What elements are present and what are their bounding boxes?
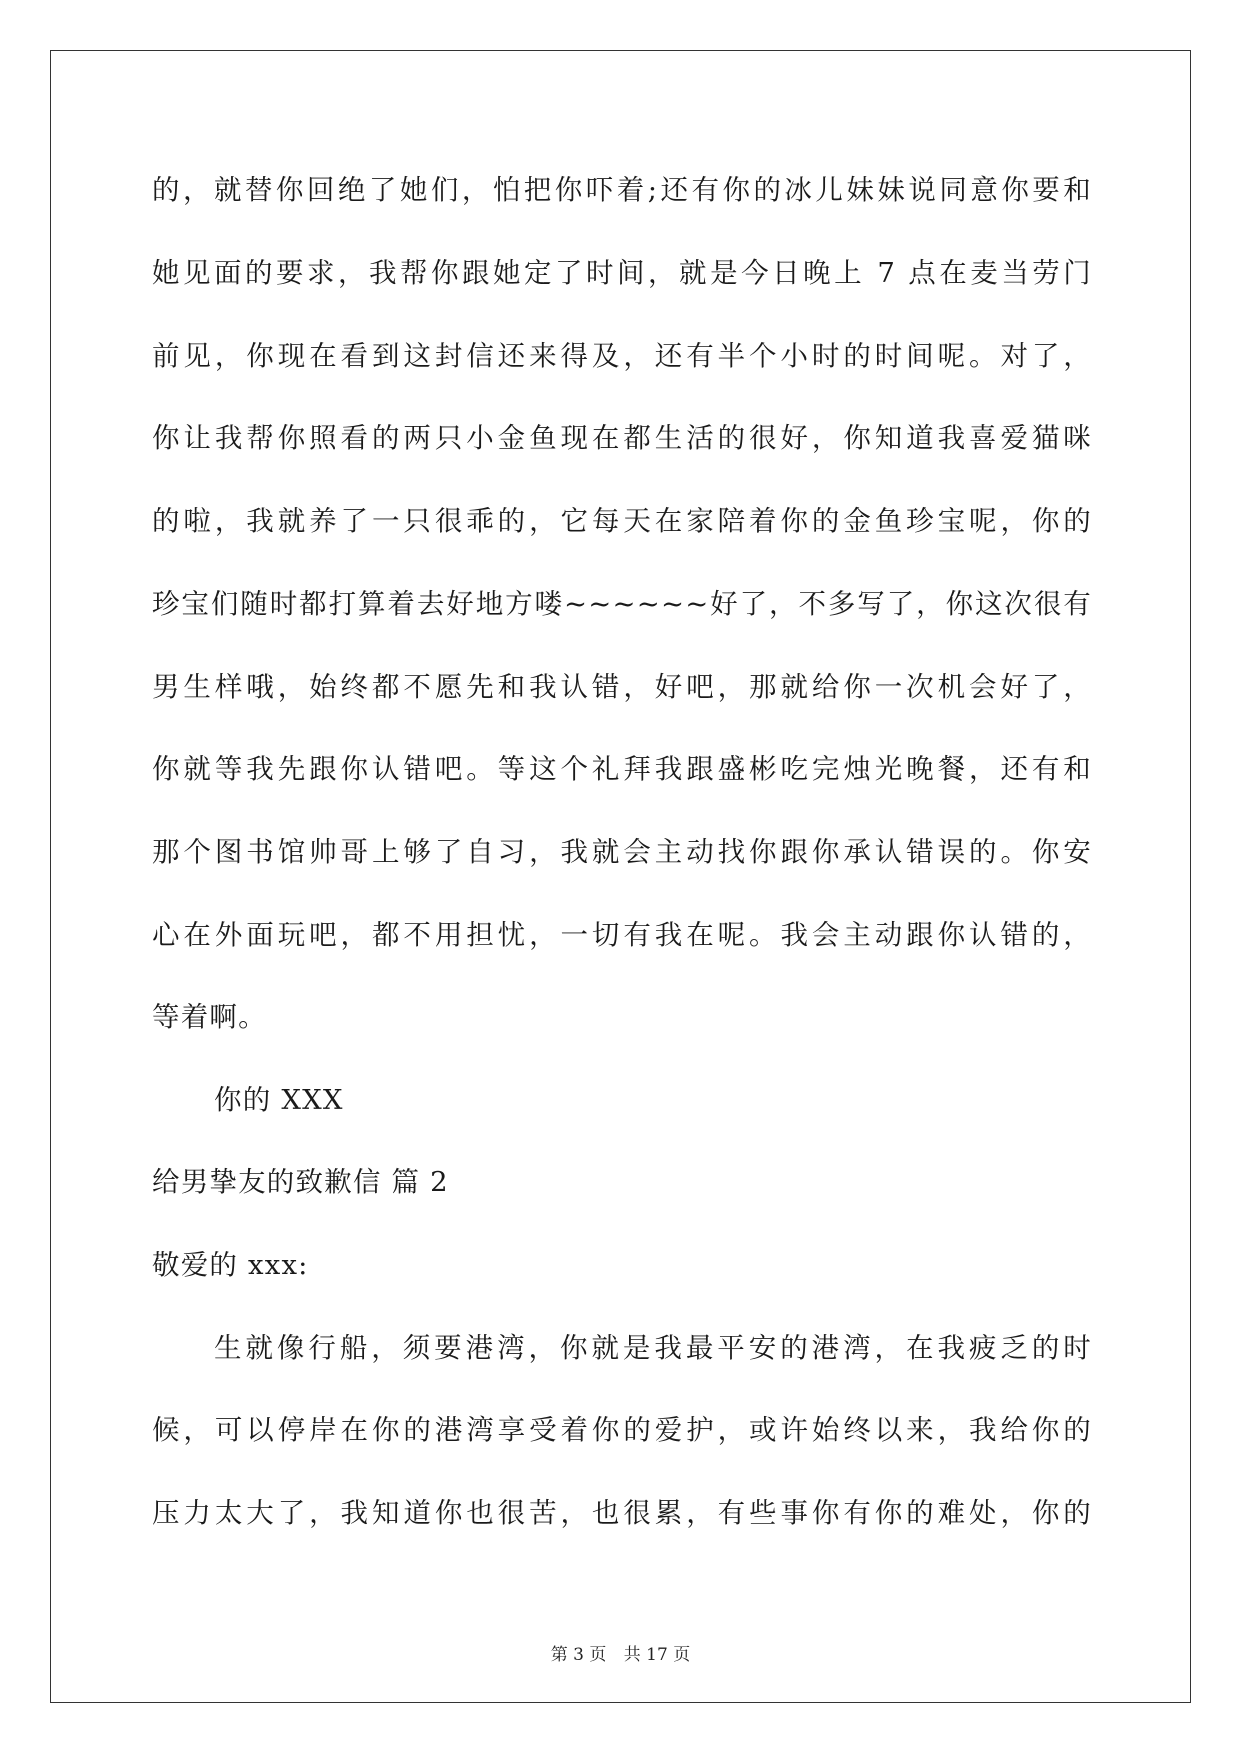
page-border — [50, 50, 1191, 1703]
body-line: 男生样哦，始终都不愿先和我认错，好吧，那就给你一次机会好了， — [152, 671, 1092, 703]
page-footer — [0, 1640, 1241, 1665]
paragraph-line: 压力太大了，我知道你也很苦，也很累，有些事你有你的难处，你的 — [152, 1497, 1092, 1529]
body-line: 前见，你现在看到这封信还来得及，还有半个小时的时间呢。对了， — [152, 340, 1092, 372]
body-line: 那个图书馆帅哥上够了自习，我就会主动找你跟你承认错误的。你安 — [152, 836, 1092, 868]
body-line: 珍宝们随时都打算着去好地方喽~~~~~~好了，不多写了，你这次很有 — [152, 588, 1092, 620]
section-title: 给男挚友的致歉信 篇 2 — [152, 1166, 449, 1198]
signature: 你的 XXX — [214, 1084, 344, 1116]
body-line: 你就等我先跟你认错吧。等这个礼拜我跟盛彬吃完烛光晚餐，还有和 — [152, 753, 1092, 785]
page-number: 第 3 页 — [550, 1645, 607, 1665]
paragraph-line: 候，可以停岸在你的港湾享受着你的爱护，或许始终以来，我给你的 — [152, 1414, 1092, 1446]
body-line: 等着啊。 — [152, 1001, 267, 1033]
body-line: 的啦，我就养了一只很乖的，它每天在家陪着你的金鱼珍宝呢，你的 — [152, 505, 1092, 537]
salutation: 敬爱的 xxx: — [152, 1249, 309, 1281]
page-total: 共 17 页 — [623, 1645, 691, 1665]
paragraph-line: 生就像行船，须要港湾，你就是我最平安的港湾，在我疲乏的时 — [214, 1332, 1092, 1364]
body-line: 你让我帮你照看的两只小金鱼现在都生活的很好，你知道我喜爱猫咪 — [152, 422, 1092, 454]
body-line: 她见面的要求，我帮你跟她定了时间，就是今日晚上 7 点在麦当劳门 — [152, 257, 1092, 289]
body-line: 心在外面玩吧，都不用担忧，一切有我在呢。我会主动跟你认错的， — [152, 919, 1092, 951]
body-line: 的，就替你回绝了她们，怕把你吓着;还有你的冰儿妹妹说同意你要和 — [152, 174, 1092, 206]
